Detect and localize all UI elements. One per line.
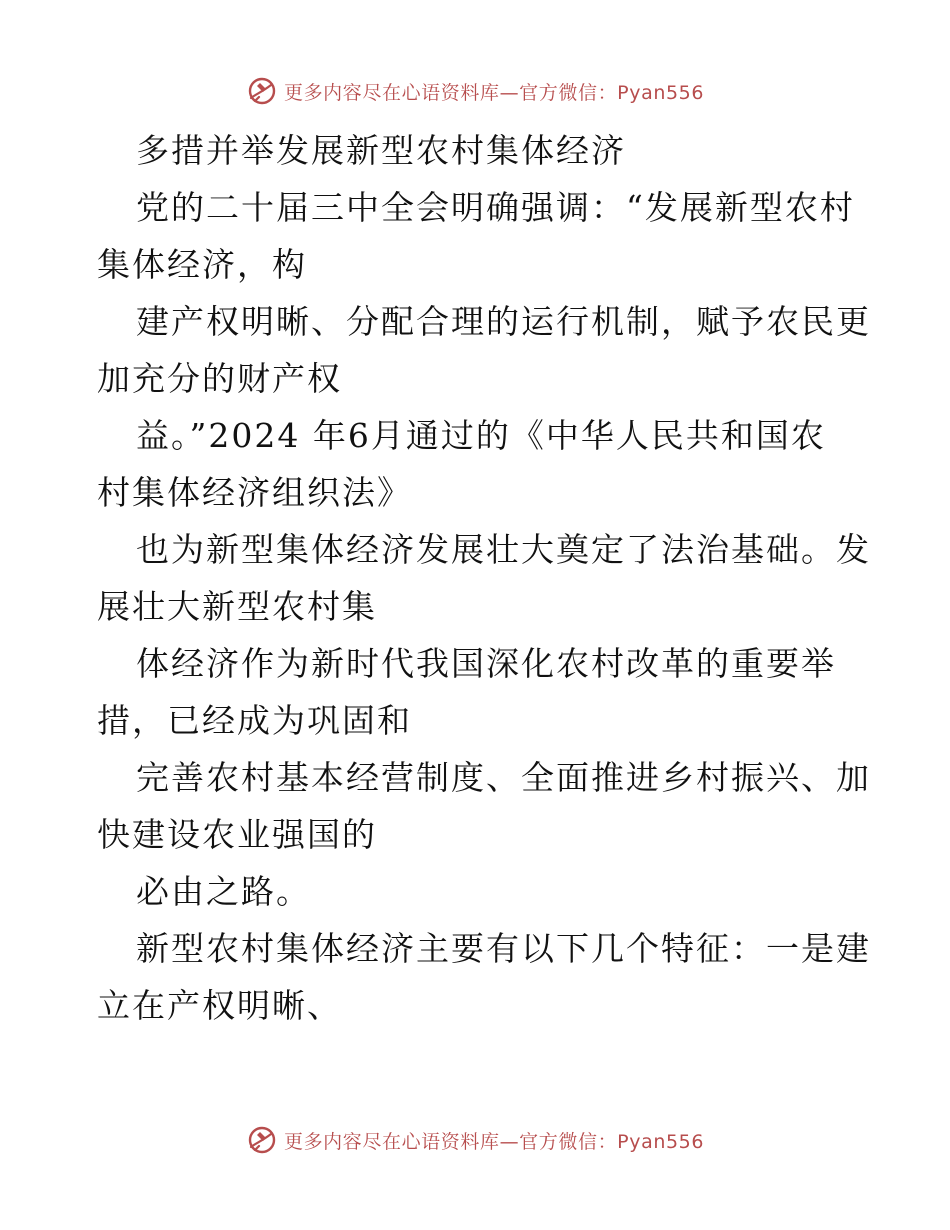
paragraph-line-4: 加充分的财产权: [97, 359, 342, 398]
paragraph-line-6: 村集体经济组织法》: [97, 473, 412, 512]
paragraph-line-10: 措，已经成为巩固和: [97, 701, 412, 740]
paragraph-line-1: 党的二十届三中全会明确强调：“发展新型农村: [136, 188, 855, 227]
paragraph-line-11: 完善农村基本经营制度、全面推进乡村振兴、加: [136, 758, 871, 797]
paragraph-line-9: 体经济作为新时代我国深化农村改革的重要举: [136, 644, 836, 683]
header-banner: [0, 70, 950, 112]
header-banner-text: 更多内容尽在心语资料库—官方微信：Pyan556: [283, 81, 705, 104]
paragraph-line-2: 集体经济，构: [97, 245, 307, 284]
brand-seal-logo: [246, 75, 278, 107]
footer-banner-text: 更多内容尽在心语资料库—官方微信：Pyan556: [283, 1130, 705, 1153]
paragraph-line-5: 益。”2024 年6月通过的《中华人民共和国农: [136, 416, 826, 455]
paragraph-line-15: 立在产权明晰、: [97, 986, 342, 1025]
document-title: 多措并举发展新型农村集体经济: [136, 131, 626, 170]
document-body: [0, 122, 950, 1034]
paragraph-line-12: 快建设农业强国的: [97, 815, 377, 854]
paragraph-line-3: 建产权明晰、分配合理的运行机制，赋予农民更: [136, 302, 871, 341]
paragraph-line-8: 展壮大新型农村集: [97, 587, 377, 626]
paragraph-line-13: 必由之路。: [136, 872, 311, 911]
paragraph-line-14: 新型农村集体经济主要有以下几个特征：一是建: [136, 929, 871, 968]
paragraph-line-7: 也为新型集体经济发展壮大奠定了法治基础。发: [136, 530, 871, 569]
footer-banner: [0, 1119, 950, 1161]
brand-seal-logo: [246, 1124, 278, 1156]
